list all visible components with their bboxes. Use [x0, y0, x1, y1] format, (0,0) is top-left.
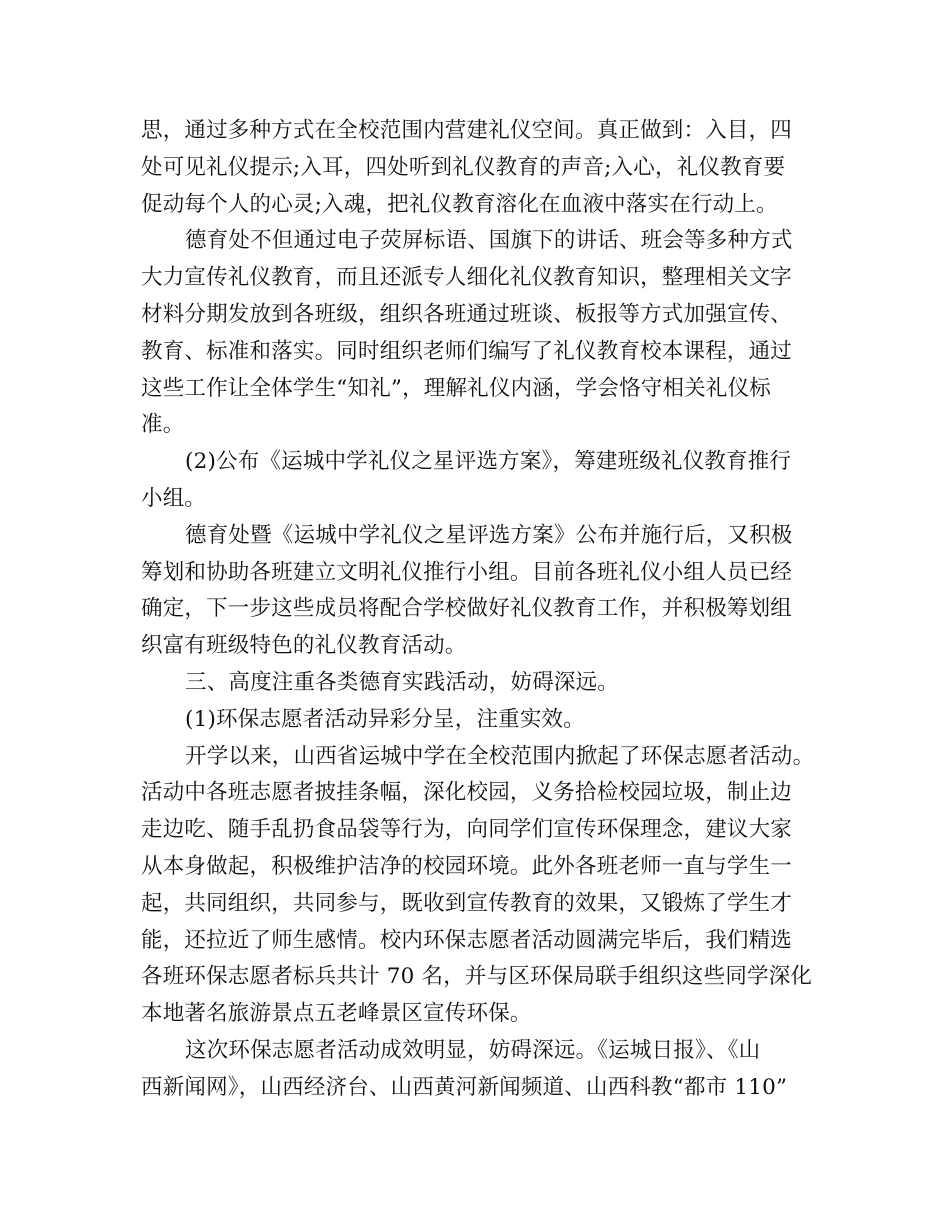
text-line: 织富有班级特色的礼仪教育活动。 [141, 633, 467, 659]
text-line: 思，通过多种方式在全校范围内营建礼仪空间。真正做到：入目，四 [141, 118, 793, 143]
text-line: 处可见礼仪提示;入耳，四处听到礼仪教育的声音;入心，礼仪教育要 [141, 154, 786, 180]
text-line: 西新闻网》，山西经济台、山西黄河新闻频道、山西科教“都市 110” [141, 1074, 788, 1100]
text-line: 德育处暨《运城中学礼仪之星评选方案》公布并施行后，又积极 [185, 522, 793, 548]
text-line: 从本身做起，积极维护洁净的校园环境。此外各班老师一直与学生一 [141, 853, 793, 879]
text-line: 确定，下一步这些成员将配合学校做好礼仪教育工作，并积极筹划组 [141, 596, 793, 622]
text-line: (2)公布《运城中学礼仪之星评选方案》，筹建班级礼仪教育推行 [185, 449, 792, 475]
text-line: 起，共同组织，共同参与，既收到宣传教育的效果，又锻炼了学生才 [141, 890, 793, 916]
text-line: 这次环保志愿者活动成效明显，妨碍深远。《运城日报》、《山 [185, 1037, 761, 1063]
text-line: 促动每个人的心灵;入魂，把礼仪教育溶化在血液中落实在行动上。 [141, 191, 778, 217]
text-line: 大力宣传礼仪教育，而且还派专人细化礼仪教育知识，整理相关文字 [141, 265, 793, 291]
text-line: 走边吃、随手乱扔食品袋等行为，向同学们宣传环保理念，建议大家 [141, 817, 793, 843]
text-line: 材料分期发放到各班级，组织各班通过班谈、板报等方式加强宣传、 [141, 301, 793, 327]
text-line: 本地著名旅游景点五老峰景区宣传环保。 [141, 1001, 532, 1027]
text-line: 准。 [141, 412, 185, 438]
text-line: 各班环保志愿者标兵共计 70 名，并与区环保局联手组织这些同学深化 [141, 964, 813, 990]
text-line: 德育处不但通过电子荧屏标语、国旗下的讲话、班会等多种方式 [185, 228, 793, 254]
text-line: 教育、标准和落实。同时组织老师们编写了礼仪教育校本课程，通过 [141, 338, 793, 364]
text-line: 筹划和协助各班建立文明礼仪推行小组。目前各班礼仪小组人员已经 [141, 559, 793, 585]
text-line: 三、高度注重各类德育实践活动，妨碍深远。 [185, 669, 620, 695]
text-line: 这些工作让全体学生“知礼”，理解礼仪内涵，学会恪守相关礼仪标 [141, 375, 771, 401]
text-line: (1)环保志愿者活动异彩分呈，注重实效。 [185, 706, 585, 732]
text-line: 能，还拉近了师生感情。校内环保志愿者活动圆满完毕后，我们精选 [141, 927, 793, 953]
text-line: 开学以来，山西省运城中学在全校范围内掀起了环保志愿者活动。 [185, 743, 815, 769]
document-body [141, 113, 821, 1107]
text-line: 活动中各班志愿者披挂条幅，深化校园，义务拾检校园垃圾，制止边 [141, 780, 793, 806]
text-line: 小组。 [141, 485, 207, 511]
